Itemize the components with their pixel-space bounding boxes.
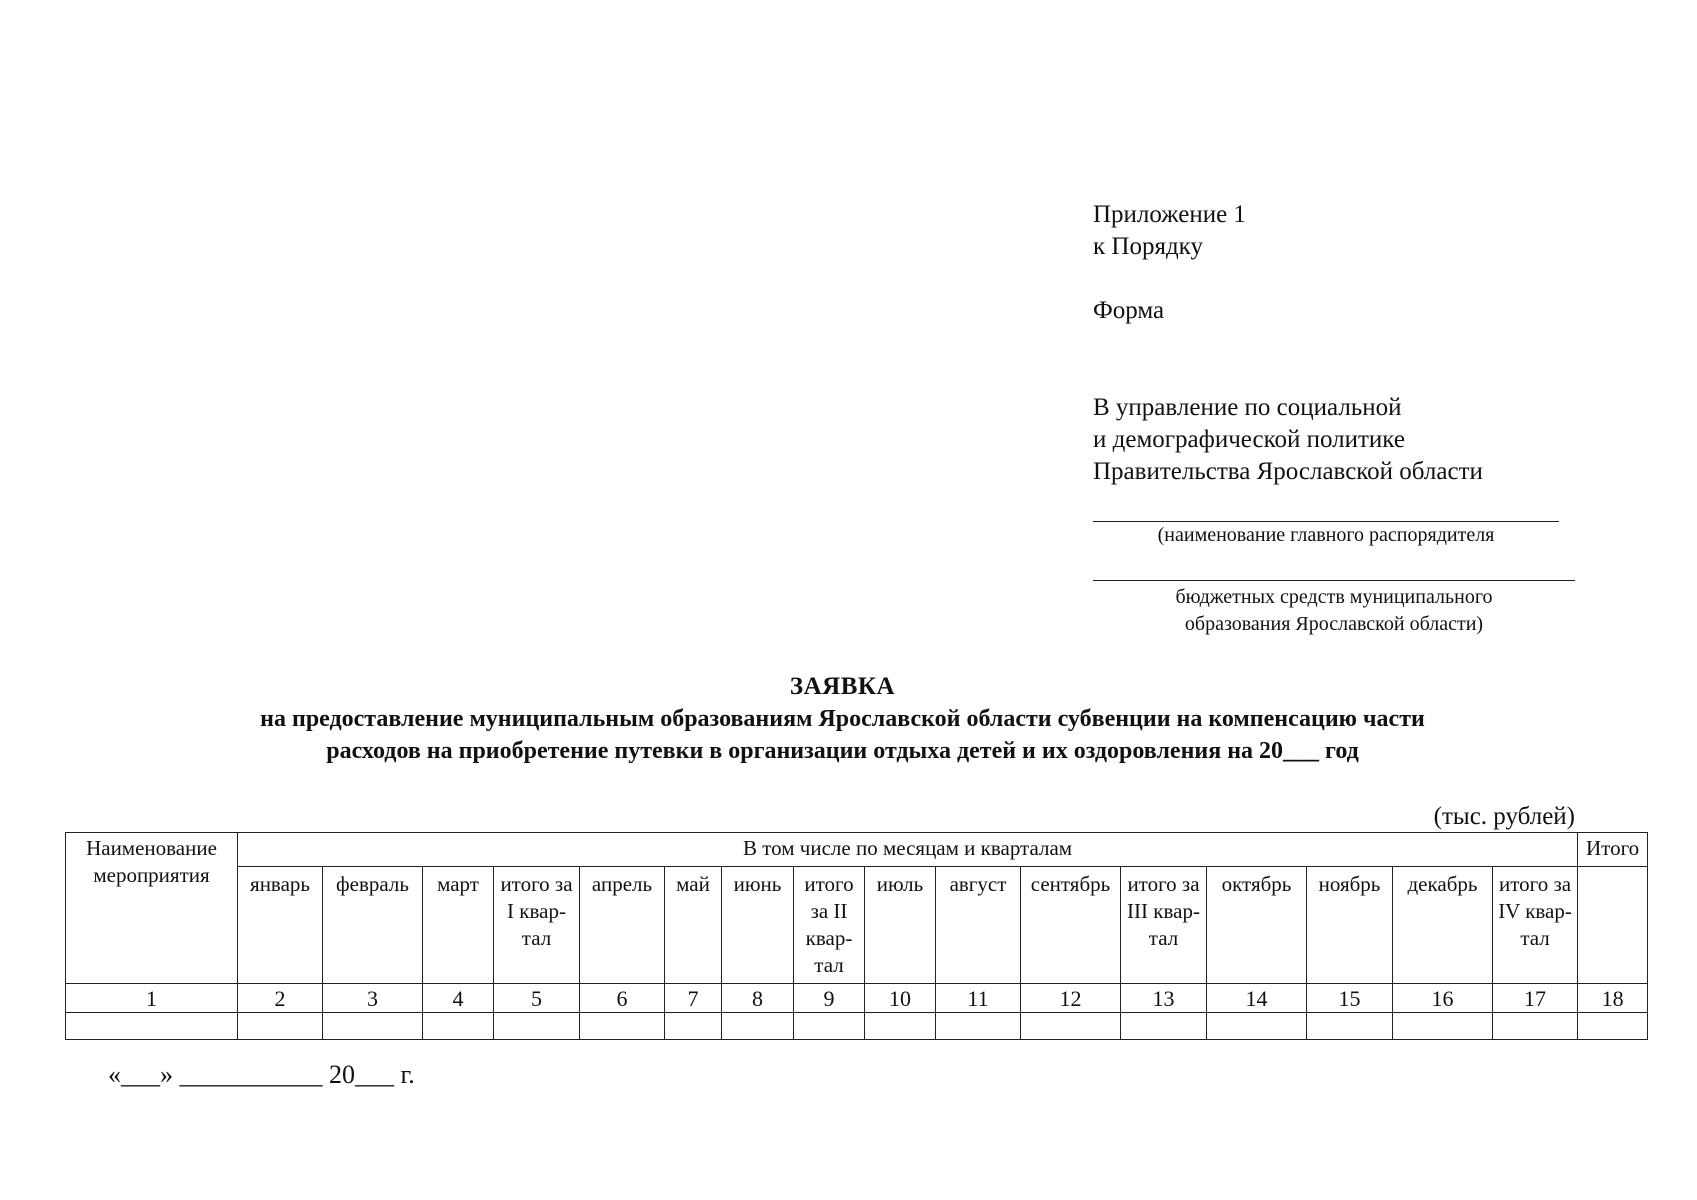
column-header: итого за III квар-тал — [1121, 867, 1207, 984]
caption-1: (наименование главного распорядителя — [1157, 524, 1495, 546]
recipient-block — [1093, 392, 1483, 488]
header-row-1 — [66, 833, 1648, 867]
data-cell[interactable] — [494, 1013, 580, 1040]
column-header: апрель — [580, 867, 665, 984]
data-cell[interactable] — [238, 1013, 323, 1040]
column-number: 7 — [665, 984, 722, 1013]
appendix-line-2: к Порядку — [1093, 233, 1203, 260]
caption-2-line-1: бюджетных средств муниципального — [1175, 586, 1493, 608]
column-number-row — [66, 984, 1648, 1013]
data-cell[interactable] — [323, 1013, 423, 1040]
form-label: Форма — [1093, 297, 1165, 324]
group-header: В том числе по месяцам и кварталам — [238, 833, 1578, 867]
column-number: 1 — [66, 984, 238, 1013]
data-cell[interactable] — [665, 1013, 722, 1040]
title-line-2: расходов на приобретение путевки в организации отдыха детей и их оздоровления на 20___ год — [326, 738, 1359, 764]
column-header: ноябрь — [1307, 867, 1393, 984]
header-row-2 — [66, 867, 1648, 984]
request-table — [65, 832, 1648, 1040]
column-number: 4 — [423, 984, 494, 1013]
data-cell[interactable] — [722, 1013, 794, 1040]
column-header: итого за IV квар-тал — [1493, 867, 1578, 984]
data-cell[interactable] — [66, 1013, 238, 1040]
column-number: 12 — [1021, 984, 1121, 1013]
column-header: июнь — [722, 867, 794, 984]
title-line-1: на предоставление муниципальным образованиям Ярославской области субвенции на компенсацию части — [260, 706, 1425, 732]
fill-in-line-1 — [1093, 521, 1559, 522]
data-cell[interactable] — [1021, 1013, 1121, 1040]
column-header: итого за I квар-тал — [494, 867, 580, 984]
document-title — [60, 670, 1625, 767]
column-header: март — [423, 867, 494, 984]
column-number: 18 — [1578, 984, 1648, 1013]
data-cell[interactable] — [794, 1013, 865, 1040]
column-number: 8 — [722, 984, 794, 1013]
column-number: 3 — [323, 984, 423, 1013]
column-header: итого за II квар-тал — [794, 867, 865, 984]
column-number: 14 — [1207, 984, 1307, 1013]
column-header: август — [936, 867, 1021, 984]
data-cell[interactable] — [865, 1013, 936, 1040]
data-cell[interactable] — [1307, 1013, 1393, 1040]
name-header: Наименование мероприятия — [66, 833, 238, 984]
units-label: (тыс. рублей) — [1433, 803, 1575, 830]
fill-in-line-2 — [1093, 580, 1575, 581]
date-line: «___» ___________ 20___ г. — [108, 1060, 415, 1089]
column-header: октябрь — [1207, 867, 1307, 984]
column-header: декабрь — [1393, 867, 1493, 984]
data-cell[interactable] — [1393, 1013, 1493, 1040]
data-cell[interactable] — [423, 1013, 494, 1040]
column-number: 2 — [238, 984, 323, 1013]
column-header: январь — [238, 867, 323, 984]
recipient-line-1: В управление по социальной — [1093, 394, 1402, 421]
recipient-line-2: и демографической политике — [1093, 426, 1405, 453]
column-header: июль — [865, 867, 936, 984]
data-cell[interactable] — [1493, 1013, 1578, 1040]
column-number: 13 — [1121, 984, 1207, 1013]
column-number: 6 — [580, 984, 665, 1013]
recipient-line-3: Правительства Ярославской области — [1093, 458, 1483, 485]
column-header: май — [665, 867, 722, 984]
caption-2 — [1093, 584, 1575, 638]
data-cell[interactable] — [936, 1013, 1021, 1040]
data-cell[interactable] — [1121, 1013, 1207, 1040]
column-header: сентябрь — [1021, 867, 1121, 984]
column-number: 15 — [1307, 984, 1393, 1013]
total-header: Итого — [1578, 833, 1648, 867]
data-cell[interactable] — [1578, 1013, 1648, 1040]
total-header-blank — [1578, 867, 1648, 984]
column-number: 17 — [1493, 984, 1578, 1013]
appendix-reference — [1093, 199, 1246, 263]
caption-2-line-2: образования Ярославской области) — [1184, 613, 1484, 635]
data-cell[interactable] — [580, 1013, 665, 1040]
title-main: ЗАЯВКА — [789, 673, 896, 700]
column-header: февраль — [323, 867, 423, 984]
column-number: 10 — [865, 984, 936, 1013]
appendix-line-1: Приложение 1 — [1093, 201, 1246, 228]
column-number: 16 — [1393, 984, 1493, 1013]
column-number: 9 — [794, 984, 865, 1013]
data-row — [66, 1013, 1648, 1040]
column-number: 11 — [936, 984, 1021, 1013]
data-cell[interactable] — [1207, 1013, 1307, 1040]
column-number: 5 — [494, 984, 580, 1013]
